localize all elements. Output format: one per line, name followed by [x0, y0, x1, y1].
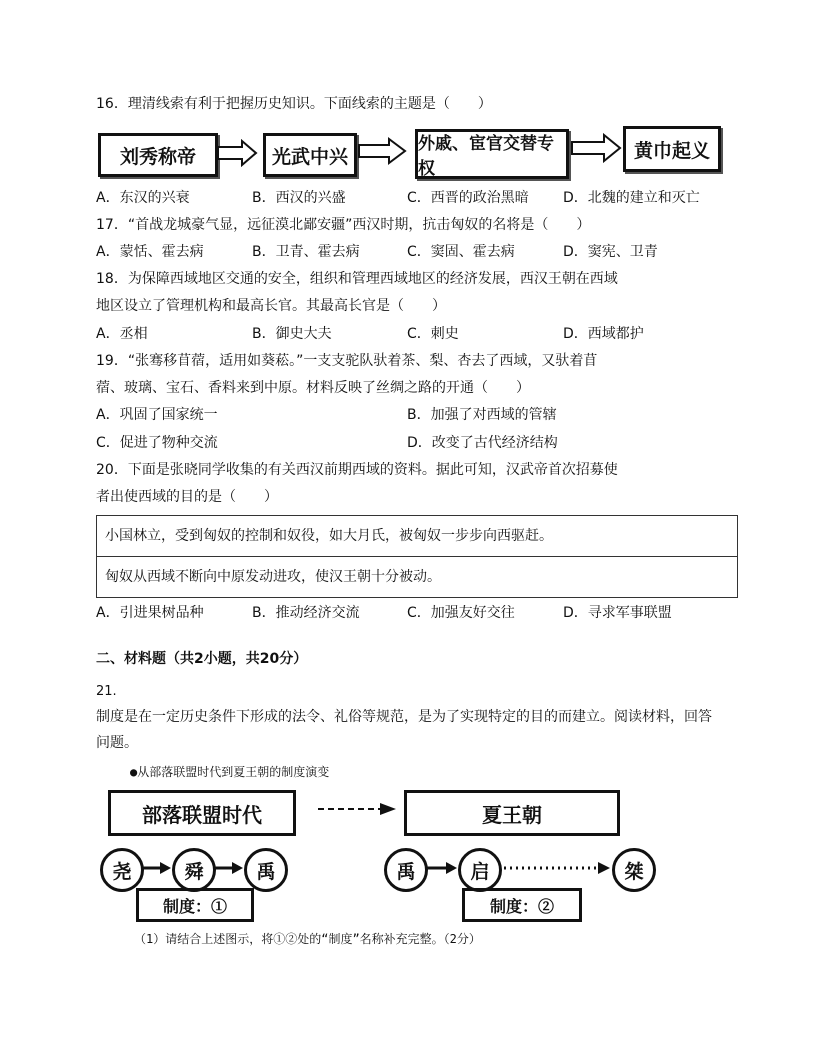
flow-box-4: 黄巾起义 [623, 126, 721, 172]
q21-number: 21. [96, 684, 117, 699]
flow-box-3: 外戚、宦官交替专权 [415, 129, 569, 179]
q20-option-d: D．寻求军事联盟 [563, 605, 672, 621]
q17-option-d: D．窦宪、卫青 [563, 244, 658, 260]
q19-stem-line1: 19．“张骞移苜蓿，适用如葵菘。”一支支驼队驮着茶、梨、杏去了西域，又驮着苜 [96, 353, 598, 369]
diagram-title: ●从部落联盟时代到夏王朝的制度演变 [130, 765, 330, 779]
flow-arrow-3 [570, 133, 622, 163]
q19-option-c: C．促进了物种交流 [96, 435, 218, 451]
chain-arrow-1 [142, 859, 172, 877]
q20-stem-line2: 者出使西域的目的是（ ） [96, 489, 278, 505]
q20-option-a: A．引进果树品种 [96, 605, 204, 621]
q18-option-c: C．刺史 [407, 326, 459, 342]
chain-yu-left: 禹 [244, 848, 288, 892]
q19-stem-line2: 蓿、玻璃、宝石、香料来到中原。材料反映了丝绸之路的开通（ ） [96, 380, 530, 396]
q16-option-a: A．东汉的兴衰 [96, 190, 190, 206]
q18-option-d: D．西域都护 [563, 326, 644, 342]
q20-material-table [96, 515, 738, 598]
system-box-2: 制度：② [462, 888, 582, 922]
q17-option-c: C．窦固、霍去病 [407, 244, 515, 260]
chain-qi: 启 [458, 848, 502, 892]
chain-dotted-arrow [500, 859, 612, 877]
q20-material-row-2: 匈奴从西域不断向中原发动进攻，使汉王朝十分被动。 [97, 556, 737, 597]
q21-subquestion-1: （1）请结合上述图示，将①②处的“制度”名称补充完整。（2分） [134, 932, 481, 946]
chain-jie: 桀 [612, 848, 656, 892]
flow-arrow-2 [357, 137, 407, 165]
q18-option-a: A．丞相 [96, 326, 148, 342]
q20-option-b: B．推动经济交流 [252, 605, 360, 621]
xia-dynasty-header: 夏王朝 [404, 790, 620, 836]
q20-material-row-1: 小国林立，受到匈奴的控制和奴役，如大月氏，被匈奴一步步向西驱赶。 [105, 528, 553, 544]
q16-option-c: C．西晋的政治黑暗 [407, 190, 529, 206]
q21-intro-line2: 问题。 [96, 735, 138, 751]
q16-stem: 16．理清线索有利于把握历史知识。下面线索的主题是（ ） [96, 96, 492, 112]
flow-box-1: 刘秀称帝 [98, 133, 218, 177]
q17-option-a: A．蒙恬、霍去病 [96, 244, 204, 260]
q21-intro-line1: 制度是在一定历史条件下形成的法令、礼俗等规范，是为了实现特定的目的而建立。阅读材料，回答 [96, 709, 712, 725]
q18-stem-line2: 地区设立了管理机构和最高长官。其最高长官是（ ） [96, 298, 446, 314]
system-box-1: 制度：① [136, 888, 254, 922]
section-2-title: 二、材料题（共2小题，共20分） [96, 651, 308, 667]
q17-option-b: B．卫青、霍去病 [252, 244, 360, 260]
chain-arrow-3 [426, 859, 458, 877]
chain-yu-right: 禹 [384, 848, 428, 892]
q18-option-b: B．御史大夫 [252, 326, 332, 342]
tribal-alliance-header: 部落联盟时代 [108, 790, 296, 836]
flow-box-2: 光武中兴 [263, 133, 357, 177]
q16-option-b: B．西汉的兴盛 [252, 190, 346, 206]
q19-option-d: D．改变了古代经济结构 [407, 435, 558, 451]
q18-stem-line1: 18．为保障西域地区交通的安全，组织和管理西域地区的经济发展，西汉王朝在西域 [96, 271, 618, 287]
chain-shun: 舜 [172, 848, 216, 892]
q16-option-d: D．北魏的建立和灭亡 [563, 190, 700, 206]
dashed-arrow [316, 801, 398, 817]
chain-arrow-2 [214, 859, 244, 877]
q20-stem-line1: 20．下面是张晓同学收集的有关西汉前期西域的资料。据此可知，汉武帝首次招募使 [96, 462, 618, 478]
chain-yao: 尧 [100, 848, 144, 892]
q19-option-a: A．巩固了国家统一 [96, 407, 218, 423]
q20-option-c: C．加强友好交往 [407, 605, 515, 621]
flow-arrow-1 [216, 139, 258, 167]
q19-option-b: B．加强了对西域的管辖 [407, 407, 557, 423]
q17-stem: 17．“首战龙城豪气显，远征漠北鄙安疆”西汉时期，抗击匈奴的名将是（ ） [96, 217, 591, 233]
